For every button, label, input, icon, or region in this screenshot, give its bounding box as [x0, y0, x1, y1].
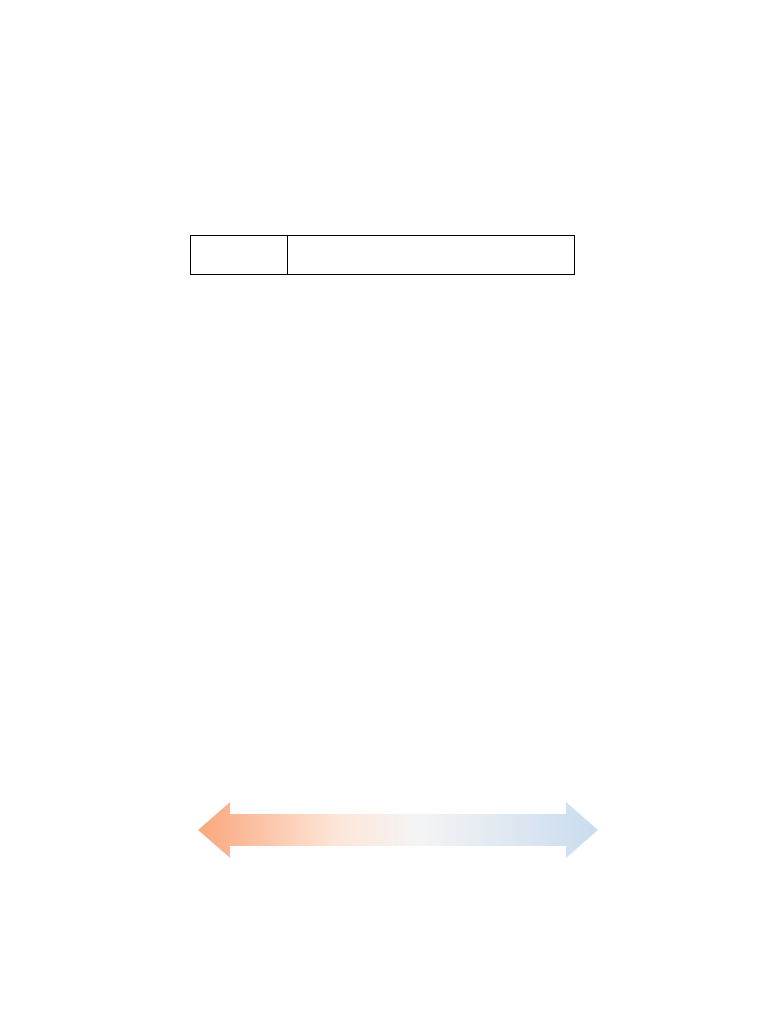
header-escogencia: [288, 236, 575, 275]
double-arrow: [198, 802, 598, 858]
scale-svg: [190, 686, 604, 870]
valuation-table: [190, 235, 575, 275]
header-presentacion: [191, 236, 288, 275]
proxemia-scale-graphic: [190, 686, 604, 870]
